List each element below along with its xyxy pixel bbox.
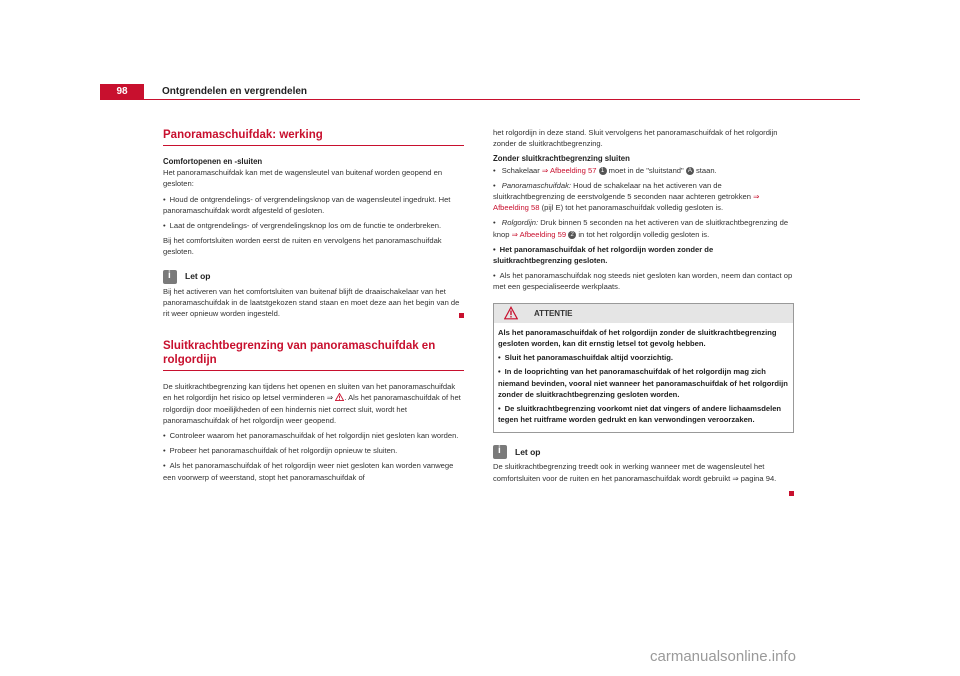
- running-title: Ontgrendelen en vergrendelen: [162, 86, 308, 97]
- subheading-comfort: Comfortopenen en -sluiten: [163, 157, 263, 166]
- right-column: [493, 127, 794, 499]
- list-item: • Als het panoramaschuifdak of het rolgordijn weer niet gesloten kan worden vanwege een voorwerp of weerstand, stopt het panoramaschuifdak of: [163, 460, 464, 482]
- watermark: carmanualsonline.info: [650, 648, 796, 665]
- note-header: [163, 270, 464, 284]
- lead-label: Rolgordijn:: [501, 218, 539, 228]
- text: . Als het panoramaschuifdak of het rolgordijn door moeilijkheden of een hindernis niet correct sluit, wordt het panoramaschuifdak of het rolgordijn weer geopend.: [163, 393, 461, 425]
- text: (pijl E) tot het panoramaschuifdak volledig gesloten is.: [541, 203, 724, 213]
- subheading-zonder: Zonder sluitkrachtbegrenzing sluiten: [493, 154, 630, 164]
- warning-item: • De sluitkrachtbegrenzing voorkomt niet dat vingers of andere lichaamsdelen tegen het ruitframe worden gedrukt en kan verwondingen veroorzaken.: [498, 403, 789, 425]
- list-item: • Laat de ontgrendelings- of vergrendelingsknop los om de functie te onderbreken.: [163, 220, 464, 231]
- note-text: [493, 461, 794, 483]
- warning-item: • In de looprichting van het panoramaschuifdak of het rolgordijn mag zich niemand bevinden, vooral niet wanneer het panoramaschuifdak of het rolgordijn zonder de sluitkrachtbegrenzing gesloten worden.: [498, 366, 789, 400]
- warning-text: Als het panoramaschuifdak of het rolgordijn zonder de sluitkrachtbegrenzing gesloten worden, kan dit ernstig letsel tot gevolg hebben.: [498, 327, 777, 349]
- text: in tot het rolgordijn volledig gesloten is.: [578, 229, 710, 239]
- list-item: • Als het panoramaschuifdak nog steeds niet gesloten kan worden, neem dan contact op met een gespecialiseerde werkplaats.: [493, 270, 794, 292]
- text: Schakelaar: [501, 165, 540, 175]
- list-item: [493, 217, 794, 239]
- end-marker: [493, 488, 794, 499]
- page-number: 98: [116, 86, 128, 97]
- callout-badge: 2: [568, 231, 576, 239]
- paragraph: Bij het comfortsluiten worden eerst de ruiten en vervolgens het panoramaschuifdak gesloten.: [163, 236, 442, 257]
- warning-body: [494, 323, 793, 433]
- text: Druk binnen 5 seconden na het activeren van de sluitkrachtbegrenzing de knop: [493, 218, 789, 239]
- warning-title: ATTENTIE: [534, 308, 573, 318]
- heading-panoramaschuifdak: Panoramaschuifdak: werking: [163, 128, 464, 146]
- figure-link[interactable]: ⇒ Afbeelding 58: [493, 192, 760, 213]
- warning-triangle-icon[interactable]: [335, 393, 344, 401]
- text: Houd de schakelaar na het activeren van de sluitkrachtbegrenzing de eerstvolgende 5 seconden naar achteren getrokken: [493, 180, 751, 202]
- end-marker-icon: [789, 491, 794, 496]
- warning-triangle-icon: [504, 306, 518, 320]
- text: staan.: [695, 165, 717, 175]
- warning-header: [494, 304, 793, 323]
- warning-box: [493, 303, 794, 434]
- list-item: [493, 180, 794, 214]
- list-item: • Houd de ontgrendelings- of vergrendelingsknop van de wagensleutel ingedrukt. Het panoramaschuifdak wordt afgesteld of gesloten.: [163, 194, 464, 216]
- list-item: • Het panoramaschuifdak of het rolgordijn worden zonder de sluitkrachtbegrenzing gesloten.: [493, 244, 794, 266]
- paragraph: Het panoramaschuifdak kan met de wagensleutel van buitenaf worden geopend en gesloten:: [163, 168, 443, 189]
- list-item: • Controleer waarom het panoramaschuifdak of het rolgordijn niet gesloten kan worden.: [163, 430, 464, 441]
- left-column: [163, 120, 464, 487]
- note-title: Let op: [185, 271, 211, 282]
- lead-label: Panoramaschuifdak:: [501, 180, 572, 190]
- note-header: [493, 445, 794, 459]
- heading-sluitkracht: Sluitkrachtbegrenzing van panoramaschuifdak en rolgordijn: [163, 339, 464, 371]
- text: moet in de "sluitstand": [608, 165, 684, 175]
- callout-badge: 1: [599, 167, 607, 175]
- list-item: [493, 165, 794, 176]
- end-marker-icon: [459, 313, 464, 318]
- callout-badge: A: [687, 167, 692, 174]
- info-icon: [163, 270, 177, 284]
- warning-item: • Sluit het panoramaschuifdak altijd voorzichtig.: [498, 352, 789, 363]
- paragraph: het rolgordijn in deze stand. Sluit vervolgens het panoramaschuifdak of het rolgordijn zonder de sluitkrachtbegrenzing.: [493, 128, 778, 149]
- note-body: De sluitkrachtbegrenzing treedt ook in werking wanneer met de wagensleutel het comfortsluiten voor de ruiten en het panoramaschuifdak wordt gebruikt ⇒ pagina 94.: [493, 462, 777, 483]
- figure-link[interactable]: ⇒ Afbeelding 57: [541, 165, 597, 175]
- header-rule: [100, 99, 860, 100]
- text: De sluitkrachtbegrenzing kan tijdens het openen en sluiten van het panoramaschuifdak en het rolgordijn het risico op letsel verminderen ⇒: [163, 382, 456, 403]
- list-item: • Probeer het panoramaschuifdak of het rolgordijn opnieuw te sluiten.: [163, 445, 464, 456]
- note-text: [163, 286, 464, 320]
- note-title: Let op: [515, 446, 541, 457]
- info-icon: [493, 445, 507, 459]
- figure-link[interactable]: ⇒ Afbeelding 59: [511, 229, 567, 239]
- paragraph: [163, 381, 464, 426]
- note-body: Bij het activeren van het comfortsluiten van buitenaf blijft de draaischakelaar van het panoramaschuifdak in de laatstgekozen stand staan en moet deze aan het begin van de rit weer opnieuw worden ingesteld.: [163, 286, 460, 319]
